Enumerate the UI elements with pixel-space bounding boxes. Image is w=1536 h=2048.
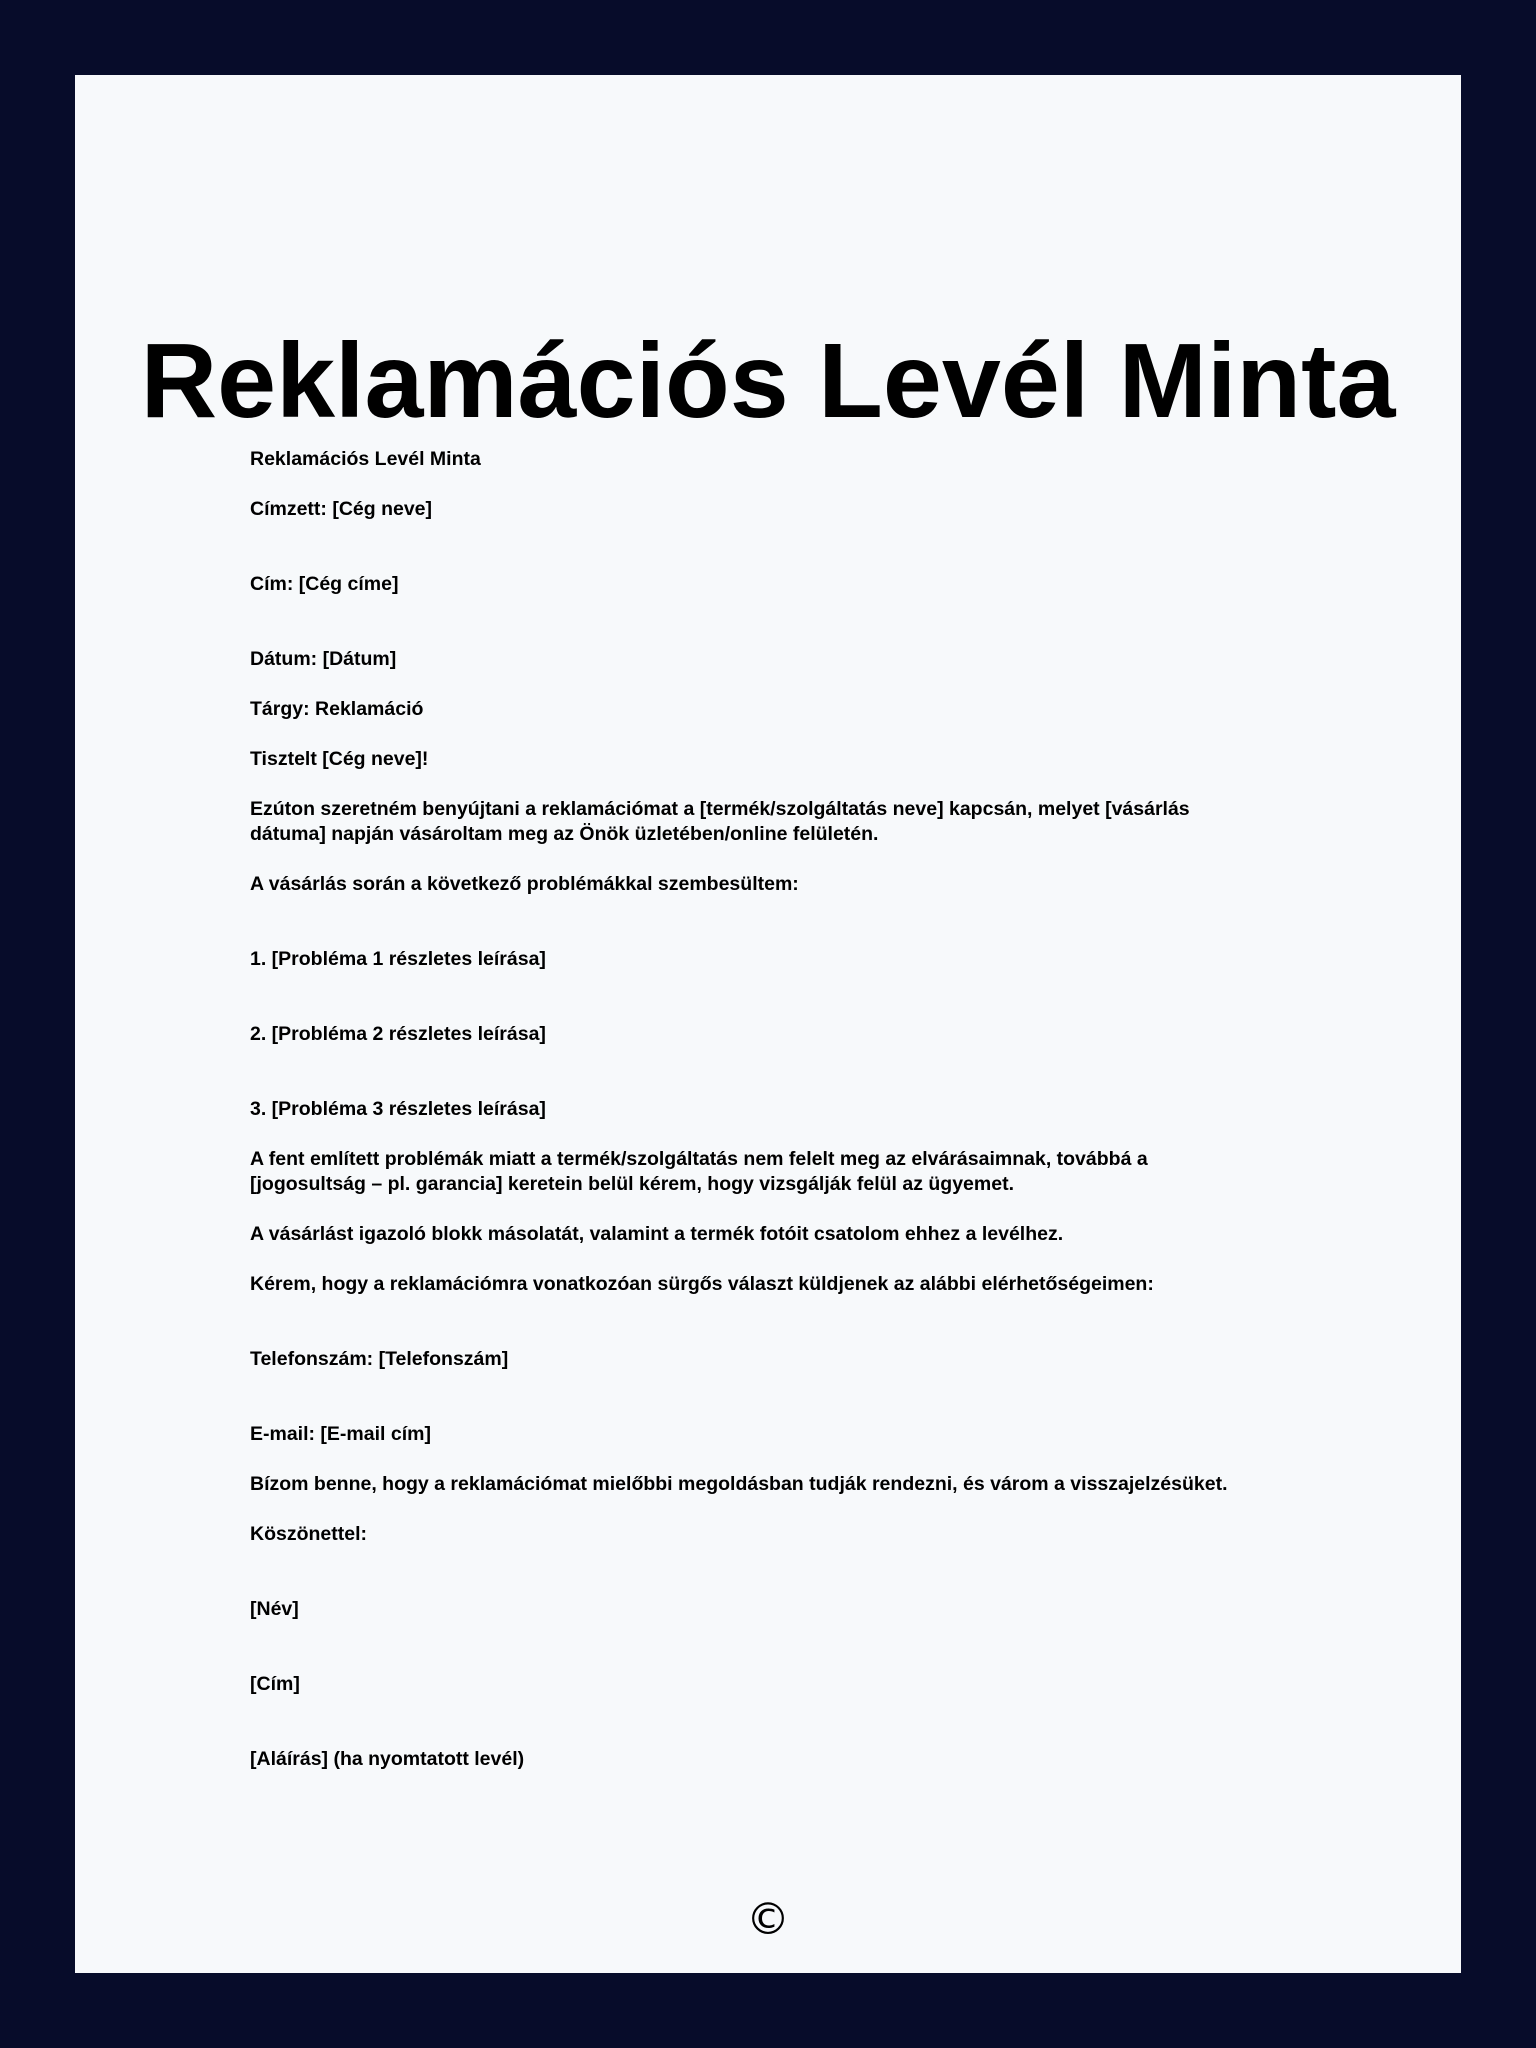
letter-body — [250, 447, 1290, 1772]
recipient-line: Címzett: [Cég neve] — [250, 498, 433, 520]
contact-intro: Kérem, hogy a reklamációmra vonatkozóan sürgős választ küldjenek az alábbi elérhetőségeimen: — [250, 1273, 1154, 1295]
intro-line-1: Ezúton szeretném benyújtani a reklamációmat a [termék/szolgáltatás neve] kapcsán, melyet [vásárlás — [250, 798, 1190, 820]
problem-item: 2. [Probléma 2 részletes leírása] — [250, 1023, 546, 1045]
document-page — [75, 75, 1461, 1973]
phone-line: Telefonszám: [Telefonszám] — [250, 1348, 509, 1370]
email-line: E-mail: [E-mail cím] — [250, 1423, 431, 1445]
request-line-2: [jogosultság – pl. garancia] keretein belül kérem, hogy vizsgálják felül az ügyemet. — [250, 1173, 1014, 1195]
closing-line: Köszönettel: — [250, 1523, 367, 1545]
copyright-icon: © — [746, 1894, 790, 1945]
signature-line: [Aláírás] (ha nyomtatott levél) — [250, 1748, 525, 1770]
address-line: Cím: [Cég címe] — [250, 573, 399, 595]
name-line: [Név] — [250, 1598, 299, 1620]
intro-line-2: dátuma] napján vásároltam meg az Önök üzletében/online felületén. — [250, 823, 879, 845]
page-title: Reklamációs Levél Minta — [140, 322, 1396, 440]
sender-address-line: [Cím] — [250, 1673, 300, 1695]
request-line-1: A fent említett problémák miatt a termék/szolgáltatás nem felelt meg az elvárásaimnak, továbbá a — [250, 1148, 1148, 1170]
closing-text: Bízom benne, hogy a reklamációmat mielőbbi megoldásban tudják rendezni, és várom a visszajelzésüket. — [250, 1473, 1228, 1495]
letter-heading: Reklamációs Levél Minta — [250, 448, 481, 470]
attachment-line: A vásárlást igazoló blokk másolatát, valamint a termék fotóit csatolom ehhez a levélhez. — [250, 1223, 1064, 1245]
problem-item: 1. [Probléma 1 részletes leírása] — [250, 948, 546, 970]
salutation-line: Tisztelt [Cég neve]! — [250, 748, 429, 770]
subject-line: Tárgy: Reklamáció — [250, 698, 424, 720]
date-line: Dátum: [Dátum] — [250, 648, 397, 670]
problems-intro: A vásárlás során a következő problémákkal szembesültem: — [250, 873, 799, 895]
problem-item: 3. [Probléma 3 részletes leírása] — [250, 1098, 546, 1120]
